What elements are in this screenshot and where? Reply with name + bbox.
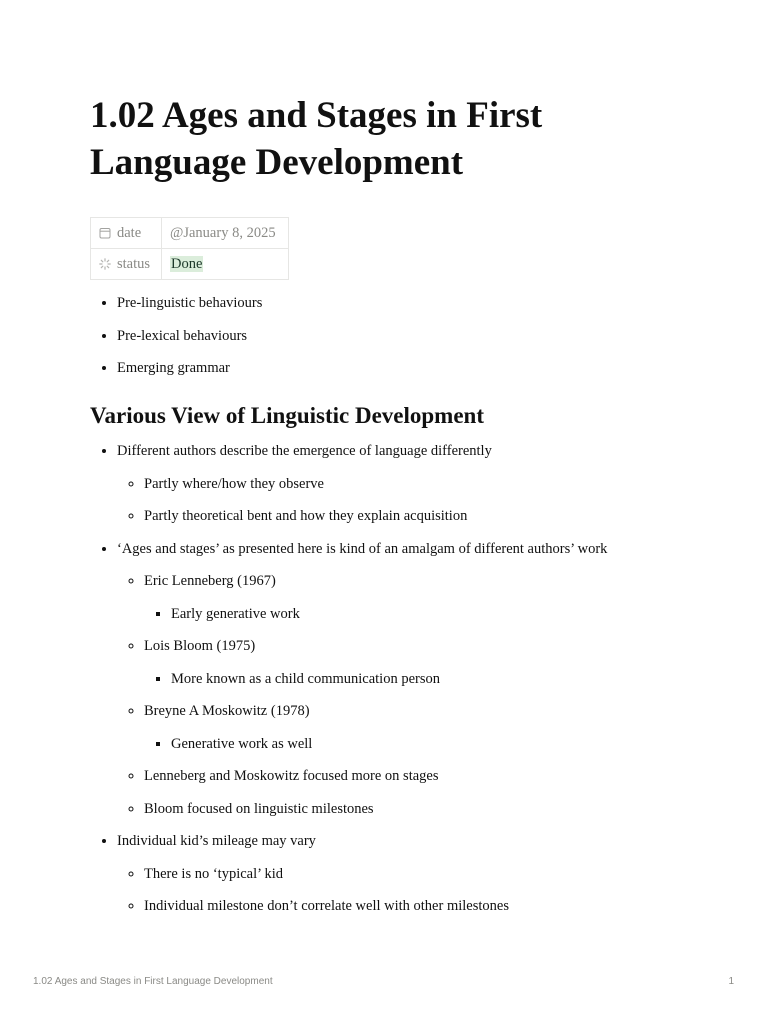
list-item: • Pre-lexical behaviours [117,320,737,353]
loading-spinner-icon [99,258,111,270]
list-item-text: Lois Bloom (1975) [144,638,256,654]
list-item [117,825,737,923]
nested-list [144,598,737,631]
property-value-date[interactable] [162,218,289,249]
property-label-status: status [117,255,151,272]
status-badge[interactable]: Done [171,255,203,272]
list-item [117,435,737,533]
list-item: ▪ Early generative work [171,598,737,631]
property-label-date: date [117,224,142,241]
list-item-text: Individual kid’s mileage may vary [117,833,316,849]
nested-list [144,728,737,761]
calendar-icon [99,227,111,239]
nested-list [144,663,737,696]
section-heading: Various View of Linguistic Development [90,403,484,428]
properties-table [90,217,289,280]
property-value-status[interactable] [162,249,289,280]
property-key-date [91,218,162,249]
nested-list [117,858,737,923]
list-item-text: Breyne A Moskowitz (1978) [144,703,310,719]
list-item-text: ‘Ages and stages’ as presented here is kind of an amalgam of different authors’ work [117,540,608,557]
nested-list [117,468,737,533]
list-item: • Pre-linguistic behaviours [117,287,737,320]
list-item: ◦ Individual milestone don’t correlate well with other milestones [144,890,737,923]
section-bullet-list [117,435,737,923]
list-item: ◦ Bloom focused on linguistic milestones [144,793,737,826]
list-item-text: Eric Lenneberg (1967) [144,573,276,589]
footer-page-number: 1 [728,976,734,987]
property-key-status [91,249,162,280]
list-item: ◦ Partly where/how they observe [144,468,737,501]
list-item: ▪ More known as a child communication person [171,663,737,696]
footer-title: 1.02 Ages and Stages in First Language Development [33,976,273,987]
list-item: ◦ Lenneberg and Moskowitz focused more on stages [144,760,737,793]
nested-list [117,565,737,825]
list-item: • Emerging grammar [117,352,737,385]
intro-bullet-list [117,287,737,385]
property-row-status [91,249,289,280]
list-item: ◦ There is no ‘typical’ kid [144,858,737,891]
property-row-date [91,218,289,249]
list-item [144,565,737,630]
page-title: 1.02 Ages and Stages in First Language Development [90,95,543,183]
list-item: ◦ Partly theoretical bent and how they explain acquisition [144,500,737,533]
list-item-text: Different authors describe the emergence of language differently [117,443,492,459]
list-item: ▪ Generative work as well [171,728,737,761]
date-value[interactable]: @January 8, 2025 [170,224,276,241]
list-item [117,533,737,826]
list-item [144,630,737,695]
list-item [144,695,737,760]
